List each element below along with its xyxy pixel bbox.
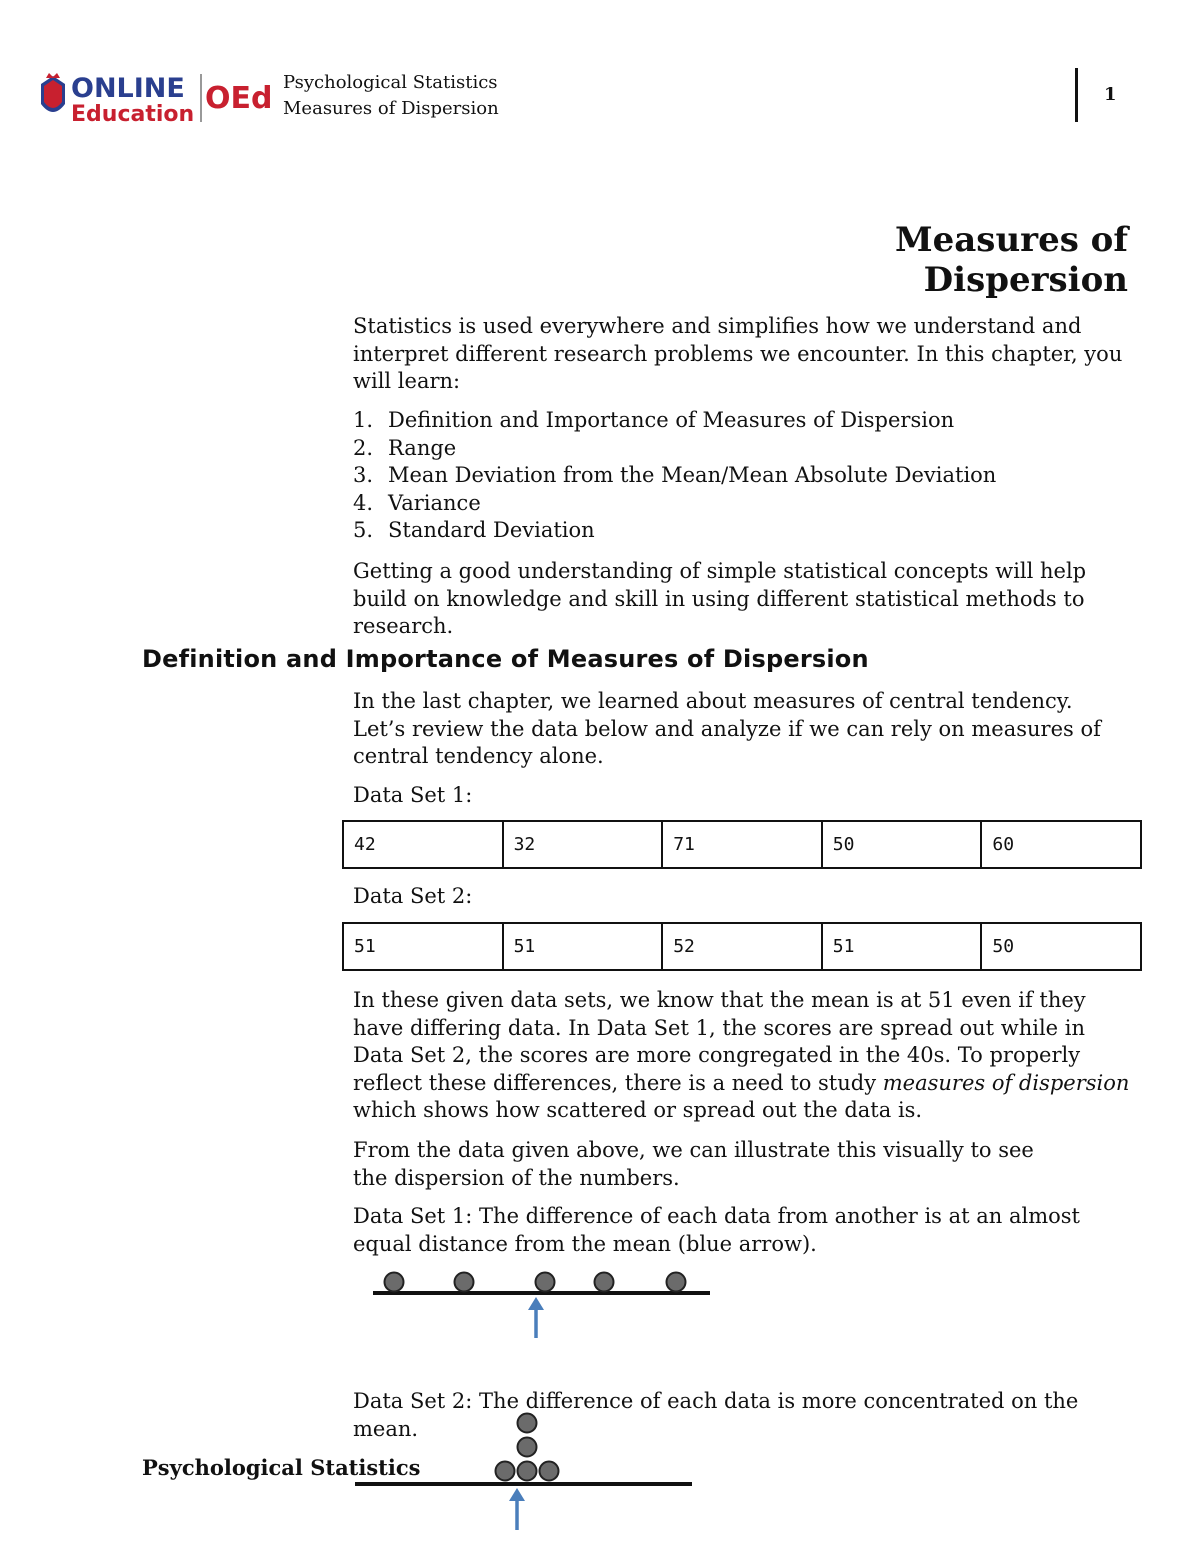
dataset1-dispersion-illustration [365,1268,725,1343]
dataset2-table [342,922,1142,971]
data-point [536,1273,555,1292]
svg-text:Education: Education [71,102,195,126]
table-cell: 71 [662,821,822,868]
running-header [283,70,499,122]
table-cell: 51 [503,923,663,970]
list-item: 5. Standard Deviation [353,518,595,542]
emphasis-term: measures of dispersion [882,1070,1130,1095]
dataset1-table [342,820,1142,869]
table-cell: 52 [662,923,822,970]
table-cell: 51 [343,923,503,970]
header-topic: Measures of Dispersion [283,98,499,119]
data-point [540,1462,559,1481]
table-cell: 60 [981,821,1141,868]
table-cell: 32 [503,821,663,868]
footer-course-title: Psychological Statistics [142,1455,421,1480]
dataset2-label: Data Set 2: [353,884,473,908]
data-point [455,1273,474,1292]
mean-arrow-icon [528,1297,544,1338]
list-item: 3. Mean Deviation from the Mean/Mean Absolute Deviation [353,463,997,487]
table-cell: 42 [343,821,503,868]
list-item: 4. Variance [353,490,481,515]
svg-text:OEd: OEd [205,81,270,116]
list-item: 2. Range [353,435,457,460]
data-point [518,1462,537,1481]
page-number: 1 [1104,84,1117,105]
illustration1-caption: Data Set 1: The difference of each data from another is at an almost equal distance from the mean (blue arrow). [353,1204,1080,1256]
data-point [385,1273,404,1292]
table-cell: 50 [981,923,1141,970]
section-paragraph-1: In the last chapter, we learned about measures of central tendency. Let’s review the data below and analyze if we can rely on measures of central tendency alone. [353,689,1101,768]
data-point [518,1414,537,1433]
online-education-logo [38,70,270,126]
data-point [518,1438,537,1457]
shield-icon [41,73,65,112]
section-paragraph-2: In these given data sets, we know that the mean is at 51 even if they have differing data. In Data Set 1, the scores are spread out while in Data Set 2, the scores are more congregated in the 40s. To properly reflect these differences, there is a need to study measures of dispersion which shows how scattered or spread out the data is. [353,988,1130,1122]
mean-arrow-icon [509,1488,525,1530]
list-item: 1. Definition and Importance of Measures of Dispersion [353,408,955,432]
objectives-list [353,407,1143,545]
table-cell: 50 [822,821,982,868]
page-title: Measures of Dispersion [895,220,1128,300]
table-row [343,821,1141,868]
svg-text:ONLINE: ONLINE [71,73,185,104]
intro-closing: Getting a good understanding of simple statistical concepts will help build on knowledge and skill in using different statistical methods to research. [353,559,1087,638]
header-divider [1075,68,1078,122]
section-paragraph-3: From the data given above, we can illustrate this visually to see the dispersion of the numbers. [353,1138,1034,1190]
dataset1-label: Data Set 1: [353,783,473,807]
table-cell: 51 [822,923,982,970]
data-point [595,1273,614,1292]
header-course: Psychological Statistics [283,72,498,93]
intro-paragraph: Statistics is used everywhere and simplifies how we understand and interpret different research problems we encounter. In this chapter, you will learn: [353,314,1123,393]
data-point [667,1273,686,1292]
section-heading: Definition and Importance of Measures of Dispersion [142,645,869,673]
data-point [496,1462,515,1481]
illustration2-caption: Data Set 2: The difference of each data is more concentrated on the mean. [353,1389,1079,1441]
table-row [343,923,1141,970]
